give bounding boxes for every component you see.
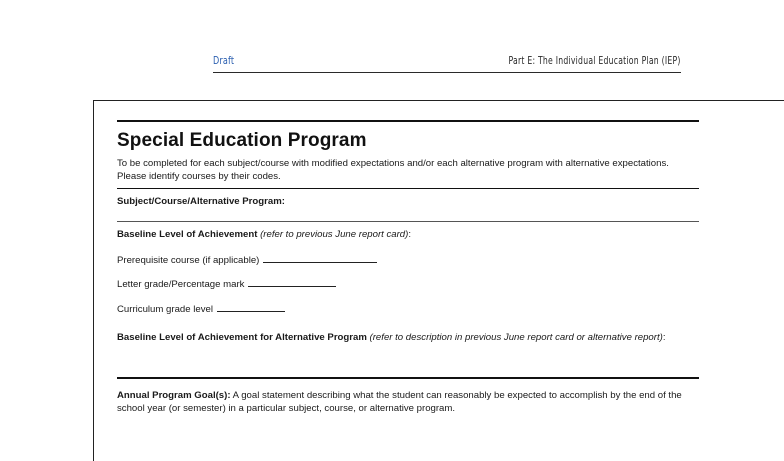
grade-row [117, 277, 336, 290]
goal-label: Annual Program Goal(s): [117, 390, 231, 401]
goal-rule [117, 377, 699, 379]
alt-baseline-label: Baseline Level of Achievement for Alternative Program [117, 332, 367, 343]
goal-text: A goal statement describing what the student can reasonably be expected to accomplish by the end of the school year (or semester) in a particular subject, course, or alternative program. [117, 390, 682, 414]
baseline-colon: : [408, 229, 412, 240]
alt-baseline-row [117, 332, 666, 343]
curriculum-field[interactable] [217, 302, 285, 312]
grade-field[interactable] [248, 277, 336, 287]
top-rule [117, 120, 699, 122]
subject-label: Subject/Course/Alternative Program: [117, 196, 285, 207]
grade-label: Letter grade/Percentage mark [117, 279, 245, 290]
section-rule [117, 188, 699, 189]
draft-label: Draft [213, 54, 235, 67]
part-title: Part E: The Individual Education Plan (IEP) [508, 54, 681, 67]
form-title: Special Education Program [117, 130, 367, 151]
running-head [213, 52, 681, 73]
alt-baseline-colon: : [662, 332, 666, 343]
prereq-row [117, 253, 377, 266]
subject-row [117, 196, 285, 207]
baseline-note: (refer to previous June report card) [260, 229, 409, 240]
prereq-label: Prerequisite course (if applicable) [117, 255, 260, 266]
goal-paragraph [117, 389, 699, 415]
subject-field-line[interactable] [117, 221, 699, 222]
prereq-field[interactable] [263, 253, 377, 263]
form-intro: To be completed for each subject/course with modified expectations and/or each alternative program with alternative expectations. Please identify courses by their codes. [117, 158, 669, 182]
curriculum-row [117, 302, 285, 315]
curriculum-label: Curriculum grade level [117, 304, 213, 315]
alt-baseline-note: (refer to description in previous June report card or alternative report) [369, 332, 663, 343]
baseline-label: Baseline Level of Achievement [117, 229, 258, 240]
baseline-row [117, 229, 411, 240]
